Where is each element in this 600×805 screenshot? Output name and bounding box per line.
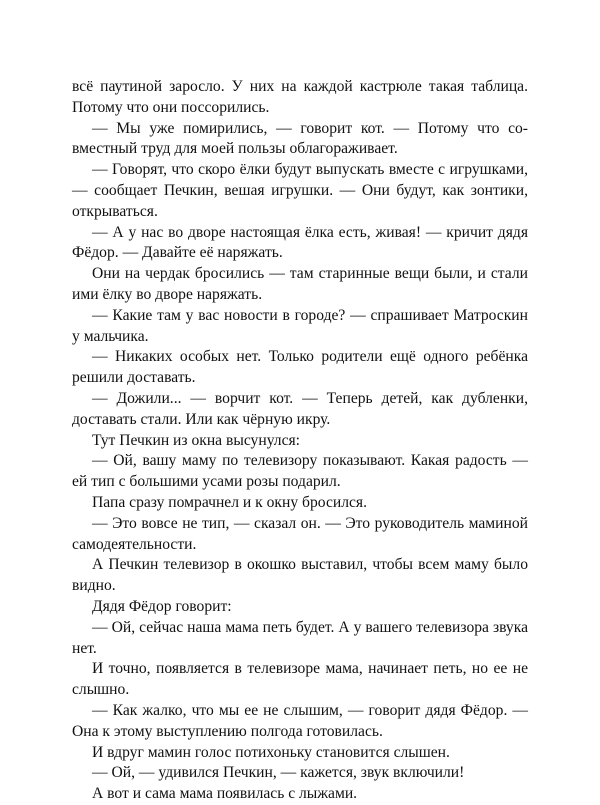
paragraph-1: всё паутиной заросло. У них на каждой кастрюле такая таблица. Потому что они поссорились.: [72, 78, 528, 116]
paragraph-10: — Ой, вашу маму по телевизору показывают. Какая радость — ей тип с большими усами розы подарил.: [72, 452, 528, 491]
paragraph-12: — Это вовсе не тип, — сказал он. — Это руководитель маминой самодеятельности.: [72, 514, 528, 553]
paragraph-11: Папа сразу помрачнел и к окну бросился.: [92, 493, 367, 511]
paragraph-20: А вот и сама мама появилась с лыжами.: [92, 785, 358, 803]
paragraph-2: — Мы уже помирились, — говорит кот. — Потому что совместный труд для моей пользы облагораживает.: [72, 119, 528, 158]
paragraph-18: И вдруг мамин голос потихоньку становится слышен.: [92, 743, 450, 761]
paragraph-15: — Ой, сейчас наша мама петь будет. А у вашего телевизора звука нет.: [72, 618, 528, 657]
paragraph-6: — Какие там у вас новости в городе? — спрашивает Матроскин у мальчика.: [72, 306, 528, 345]
paragraph-4: — А у нас во дворе настоящая ёлка есть, живая! — кричит дядя Фёдор. — Давайте её наряжать.: [72, 223, 528, 262]
paragraph-19: — Ой, — удивился Печкин, — кажется, звук включили!: [92, 764, 465, 782]
paragraph-8: — Дожили... — ворчит кот. — Теперь детей, как дубленки, доставать стали. Или как чёрную икру.: [72, 389, 528, 428]
paragraph-7: — Никаких особых нет. Только родители ещё одного ребёнка решили доставать.: [72, 348, 528, 387]
paragraph-5: Они на чердак бросились — там старинные вещи были, и стали ими ёлку во дворе наряжать.: [72, 265, 528, 303]
paragraph-14: Дядя Фёдор говорит:: [92, 597, 232, 615]
paragraph-16: И точно, появляется в телевизоре мама, начинает петь, но ее не слышно.: [72, 660, 528, 699]
paragraph-17: — Как жалко, что мы ее не слышим, — говорит дядя Фёдор. — Она к этому выступлению полгода готовилась.: [72, 701, 528, 740]
book-page: [72, 77, 528, 805]
paragraph-13: А Печкин телевизор в окошко выставил, чтобы всем маму было видно.: [72, 556, 528, 595]
paragraph-3: — Говорят, что скоро ёлки будут выпускать вместе с игрушками, — сообщает Печкин, вешая игрушки. — Они будут, как зонтики, открываться.: [72, 161, 528, 220]
paragraph-9: Тут Печкин из окна высунулся:: [92, 431, 301, 449]
